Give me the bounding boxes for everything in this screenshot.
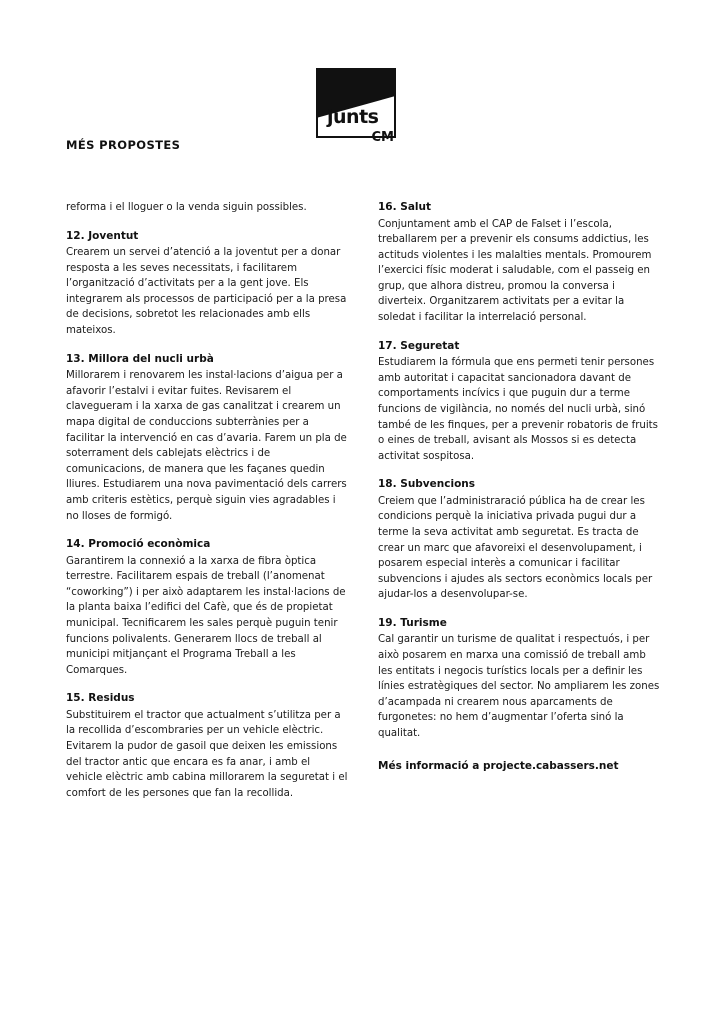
section-salut	[378, 200, 660, 326]
section-title: 15. Residus	[66, 692, 135, 705]
section-body: Creiem que l’administraració pública ha de crear les condicions perquè la iniciativa privada pugui dur a terme la seva activitat amb seguretat. Es tracta de crear un marc que afavoreixi el desenvolupament, i posarem especial interès a comunicar i facilitar subvencions i ajudes als sectors econòmics locals per ajudar-los a desenvolupar-se.	[378, 495, 653, 601]
section-residus	[66, 691, 348, 801]
section-body: Conjuntament amb el CAP de Falset i l’escola, treballarem per a prevenir els consums addictius, les actituds violentes i les malalties mentals. Promourem l’exercici físic moderat i saludable, com el passeig en grup, que alhora distreu, promou la conversa i diverteix. Organitzarem activitats per a evitar la soledat i facilitar la interrelació personal.	[378, 218, 652, 324]
section-seguretat	[378, 339, 660, 465]
logo-wordmark: junts	[327, 106, 379, 128]
left-column	[66, 200, 348, 814]
section-joventut	[66, 229, 348, 339]
section-turisme	[378, 616, 660, 742]
section-body: Millorarem i renovarem les instal·lacions d’aigua per a afavorir l’estalvi i evitar fuites. Revisarem el clavegueram i la xarxa de gas canalitzat i crearem un mapa digital de conduccions subterrànies per a facilitar la intervenció en cas d’avaria. Farem un pla de soterrament dels cablejats elèctrics i de comunicacions, de manera que les façanes quedin lliures. Estudiarem una nova pavimentació dels carrers amb criteris estètics, perquè siguin vies agradables i no lloses de formigó.	[66, 370, 347, 522]
section-title: 13. Millora del nucli urbà	[66, 352, 214, 365]
section-title: 16. Salut	[378, 201, 431, 213]
section-title: 19. Turisme	[378, 616, 447, 629]
lead-paragraph: reforma i el lloguer o la venda siguin possibles.	[66, 202, 307, 213]
section-subvencions	[378, 477, 660, 603]
logo-subtext: CM	[371, 130, 394, 145]
section-title: 17. Seguretat	[378, 339, 460, 352]
right-column	[378, 200, 660, 814]
content-columns	[66, 200, 660, 814]
more-info-note: Més informació a projecte.cabassers.net	[378, 759, 619, 772]
section-body: Estudiarem la fórmula que ens permeti tenir persones amb autoritat i capacitat sancionadora davant de comportaments incívics i que puguin dur a terme funcions de vigilància, no només del nucli urbà, sinó també de les finques, per a prevenir robatoris de fruits o eines de treball, avisant als Mossos si es detecta activitat sospitosa.	[378, 357, 658, 462]
section-body: Crearem un servei d’atenció a la joventut per a donar resposta a les seves necessitats, i facilitarem l’organització d’activitats per a la gent jove. Els integrarem als processos de participació per a la presa de decisions, sobretot les relacionades amb ells mateixos.	[66, 247, 347, 337]
section-title: 12. Joventut	[66, 229, 139, 242]
junts-logo	[316, 68, 396, 146]
page-title: MÉS PROPOSTES	[66, 138, 181, 152]
section-title: 18. Subvencions	[378, 478, 476, 491]
section-promocio-economica	[66, 537, 348, 678]
section-body: Cal garantir un turisme de qualitat i respectuós, i per això posarem en marxa una comissió de treball amb les entitats i negocis turístics locals per a definir les línies estratègiques del sector. No ampliarem les zones d’acampada ni crearem nous aparcaments de furgonetes: no hem d’augmentar l’oferta sinó la qualitat.	[378, 634, 660, 740]
section-title: 14. Promoció econòmica	[66, 538, 211, 551]
section-millora-nucli-urba	[66, 352, 348, 524]
section-body: Substituirem el tractor que actualment s’utilitza per a la recollida d’escombraries per un vehicle elèctric. Evitarem la pudor de gasoil que deixen les emissions del tractor antic que encara es fa anar, i amb el vehicle elèctric amb cabina millorarem la seguretat i el comfort de les persones que fan la recollida.	[66, 709, 348, 799]
section-body: Garantirem la connexió a la xarxa de fibra òptica terrestre. Facilitarem espais de treball (l’anomenat “coworking”) i per això adaptarem les instal·lacions de la planta baixa l’edifici del Cafè, que és de propietat municipal. Tecnificarem les sales perquè puguin tenir funcions polivalents. Generarem llocs de treball al municipi mitjançant el Programa Treball a les Comarques.	[66, 555, 346, 676]
logo-box	[316, 68, 396, 138]
